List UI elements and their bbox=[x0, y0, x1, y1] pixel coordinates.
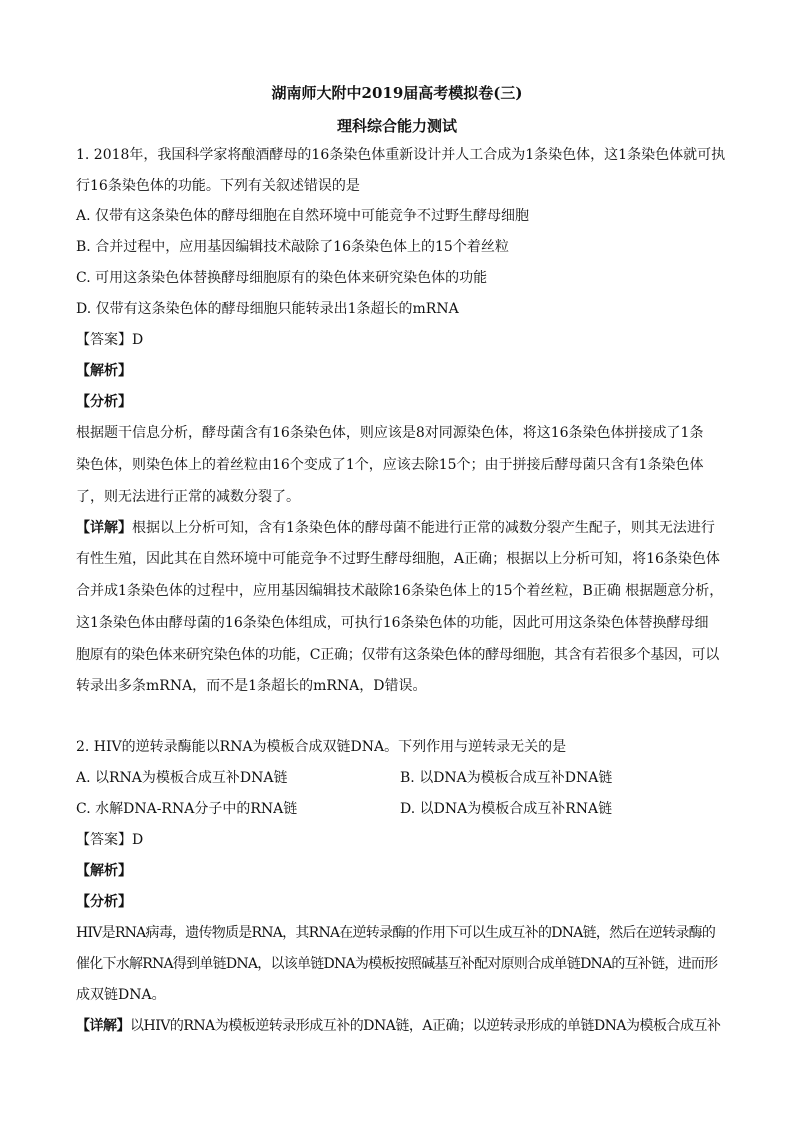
q1-fenxi-line: 根据题干信息分析，酵母菌含有16条染色体，则应该是8对同源染色体，将这16条染色体拼接成了1条 bbox=[76, 425, 704, 441]
q2-detail-line bbox=[76, 1016, 726, 1036]
q2-option-a: A. 以RNA为模板合成互补DNA链 bbox=[76, 770, 288, 786]
q2-detail-label: 【详解】 bbox=[76, 1018, 130, 1034]
q2-option-b: B. 以DNA为模板合成互补DNA链 bbox=[400, 770, 613, 786]
q2-option-d: D. 以DNA为模板合成互补RNA链 bbox=[400, 801, 613, 817]
q2-stem: 2. HIV的逆转录酶能以RNA为模板合成双链DNA。下列作用与逆转录无关的是 bbox=[76, 739, 567, 755]
q1-fenxi-label: 【分析】 bbox=[76, 394, 132, 410]
q2-option-c: C. 水解DNA-RNA分子中的RNA链 bbox=[76, 801, 298, 817]
q1-stem-line: 1. 2018年，我国科学家将酿酒酵母的16条染色体重新设计并人工合成为1条染色体，这1条染色体就可执 bbox=[76, 147, 726, 163]
q2-fenxi-label: 【分析】 bbox=[76, 894, 132, 910]
q1-detail-line: 合并成1条染色体的过程中，应用基因编辑技术敲除16条染色体上的15个着丝粒，B正确 根据题意分析， bbox=[76, 583, 724, 599]
page-title: 湖南师大附中2019届高考模拟卷(三) bbox=[271, 84, 523, 102]
q1-fenxi-line: 了，则无法进行正常的减数分裂了。 bbox=[76, 489, 300, 505]
q1-option-d: D. 仅带有这条染色体的酵母细胞只能转录出1条超长的mRNA bbox=[76, 301, 459, 317]
q2-detail-text: 以HIV的RNA为模板逆转录形成互补的DNA链，A正确；以逆转录形成的单链DNA为模板合成互补 bbox=[130, 1018, 721, 1034]
q2-fenxi-line: HIV是RNA病毒，遗传物质是RNA，其RNA在逆转录酶的作用下可以生成互补的DNA链，然后在逆转录酶的 bbox=[76, 925, 716, 941]
q1-answer: 【答案】D bbox=[76, 332, 144, 348]
q2-answer: 【答案】D bbox=[76, 832, 144, 848]
q1-option-c: C. 可用这条染色体替换酵母细胞原有的染色体来研究染色体的功能 bbox=[76, 270, 488, 286]
q1-detail-line: 转录出多条mRNA，而不是1条超长的mRNA，D错误。 bbox=[76, 678, 427, 694]
q1-detail-line: 这1条染色体由酵母菌的16条染色体组成，可执行16条染色体的功能，因此可用这条染色体替换酵母细 bbox=[76, 615, 709, 631]
q1-detail-label: 【详解】 bbox=[76, 520, 132, 536]
q2-fenxi-line: 成双链DNA。 bbox=[76, 987, 166, 1003]
q2-analysis-label: 【解析】 bbox=[76, 863, 132, 879]
q1-analysis-label: 【解析】 bbox=[76, 363, 132, 379]
q1-detail-line bbox=[76, 518, 726, 538]
q1-detail-line: 胞原有的染色体来研究染色体的功能，C正确；仅带有这条染色体的酵母细胞，其含有若很多个基因，可以 bbox=[76, 647, 719, 663]
q2-fenxi-line: 催化下水解RNA得到单链DNA，以该单链DNA为模板按照碱基互补配对原则合成单链DNA的互补链，进而形 bbox=[76, 956, 718, 972]
q1-detail-line: 有性生殖，因此其在自然环境中可能竞争不过野生酵母细胞，A正确；根据以上分析可知，将16条染色体 bbox=[76, 551, 720, 567]
q1-option-b: B. 合并过程中，应用基因编辑技术敲除了16条染色体上的15个着丝粒 bbox=[76, 239, 509, 255]
q1-stem-line: 行16条染色体的功能。下列有关叙述错误的是 bbox=[76, 178, 360, 194]
q1-option-a: A. 仅带有这条染色体的酵母细胞在自然环境中可能竞争不过野生酵母细胞 bbox=[76, 208, 530, 224]
q1-fenxi-line: 染色体，则染色体上的着丝粒由16个变成了1个，应该去除15个；由于拼接后酵母菌只含有1条染色体 bbox=[76, 457, 704, 473]
page-subtitle: 理科综合能力测试 bbox=[336, 117, 457, 135]
q1-detail-text: 根据以上分析可知，含有1条染色体的酵母菌不能进行正常的减数分裂产生配子，则其无法进行 bbox=[132, 520, 715, 536]
